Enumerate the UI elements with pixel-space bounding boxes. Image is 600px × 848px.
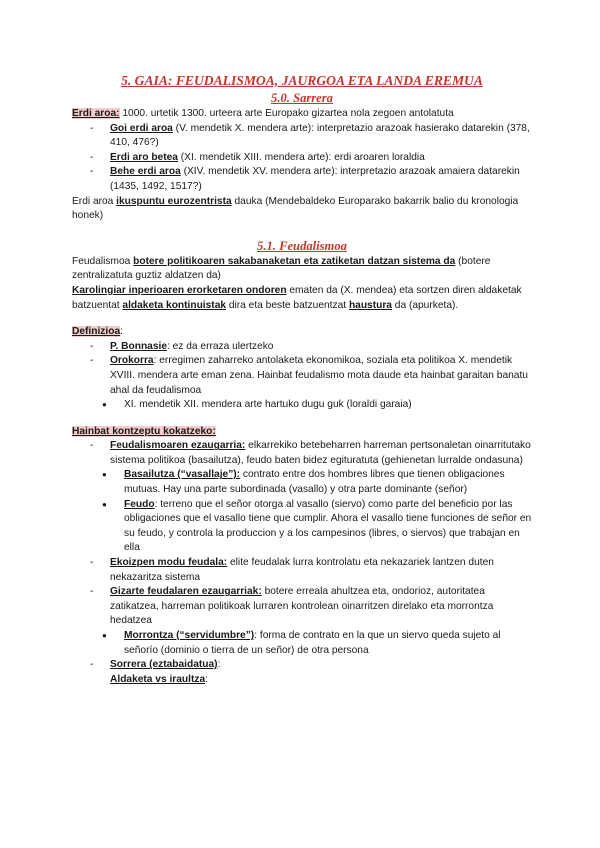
concept-text: elkarrekiko betebeharren harreman pertsonaletan oinarritutako sistema politikoa (basailutza), feudo baten bidez egituratuta (gehienetan lurralde ondasuna) xyxy=(110,440,531,466)
concept-sub-text: : forma de contrato en la que un siervo queda sujeto al señorío (dominio o tierra de un señor) de otra persona xyxy=(124,630,501,656)
list-item xyxy=(72,629,532,658)
paragraph-text: Feudalismoa xyxy=(72,255,134,267)
note-text: Erdi aroa xyxy=(72,195,117,207)
paragraph-emphasis: Karolingiar inperioaren erorketaren ondoren xyxy=(72,284,287,296)
paragraph-text: ematen da (X. mendea) eta sortzen diren aldaketak batzuentat xyxy=(72,284,522,311)
note-emphasis: ikuspuntu eurozentrista xyxy=(116,195,232,207)
period-label: Erdi aro betea xyxy=(110,151,178,163)
list-item xyxy=(72,439,532,556)
section-heading-feudalismoa: 5.1. Feudalismoa xyxy=(257,238,347,253)
period-text: (XI. mendetik XIII. mendera arte): erdi aroaren loraldia xyxy=(177,151,425,163)
erdi-aroa-label: Erdi aroa: xyxy=(72,108,120,119)
concept-sub-label: Feudo xyxy=(124,498,155,510)
concept-label: Aldaketa vs iraultza xyxy=(110,673,206,685)
list-item xyxy=(72,354,532,412)
erdi-aroa-paragraph xyxy=(72,107,532,122)
paragraph-emphasis: haustura xyxy=(348,299,392,311)
period-label: Behe erdi aroa xyxy=(110,166,181,178)
concept-label: Ekoizpen modu feudala: xyxy=(110,557,228,569)
concept-sub-label: Morrontza (“servidumbre”) xyxy=(124,630,255,641)
kontzeptu-heading xyxy=(72,425,532,440)
list-item xyxy=(72,658,532,687)
period-text: (XIV. mendetik XV. mendera arte): interpretazio arazoak amaiera datarekin (1435, 1492, 1517?) xyxy=(110,166,520,192)
concept-colon: : xyxy=(217,659,221,671)
definizioa-sublist xyxy=(72,398,532,413)
list-item xyxy=(72,340,532,355)
list-item xyxy=(72,585,532,658)
list-item xyxy=(72,398,532,413)
concept-sub-label: Basailutza (“vasallaje”): xyxy=(124,469,241,481)
definizioa-colon: : xyxy=(120,326,123,338)
karolingiar-paragraph xyxy=(72,284,532,313)
kontzeptu-list xyxy=(72,439,532,687)
definizioa-label: Definizioa xyxy=(72,326,121,338)
page-title: 5. GAIA: FEUDALISMOA, JAURGOA ETA LANDA EREMUA xyxy=(121,73,483,88)
list-item xyxy=(72,556,532,585)
concept-colon: : xyxy=(205,673,208,685)
list-item xyxy=(72,468,532,497)
concept-label: Feudalismoaren ezaugarria: xyxy=(110,440,246,452)
paragraph-emphasis: botere politikoaren sakabanaketan eta zatiketan datzan sistema da xyxy=(133,255,456,267)
paragraph-text: da (apurketa). xyxy=(391,299,459,311)
definizioa-list xyxy=(72,340,532,413)
concept-sub-text: contrato entre dos hombres libres que tienen obligaciones mutuas. Hay una parte subordinada (vasallo) y otra parte dominante (señor) xyxy=(124,469,505,496)
concept-sublist xyxy=(72,468,532,556)
list-item xyxy=(72,165,532,194)
definition-label: P. Bonnasie xyxy=(110,340,167,352)
erdi-aroa-text: 1000. urtetik 1300. urteera arte Europako gizartea nola zegoen antolatuta xyxy=(119,108,454,119)
list-item xyxy=(72,151,532,166)
concept-text: botere erreala ahultzea eta, ondorioz, autoritatea zatikatzea, harreman politikoak lurraren kontrolean oinarritzen direlako eta morrontza hedatzea xyxy=(110,586,494,627)
concept-label: Gizarte feudalaren ezaugarriak: xyxy=(110,586,262,598)
definition-text: : ez da erraza ulertzeko xyxy=(167,340,274,352)
concept-label: Sorrera (eztabaidatua) xyxy=(110,659,218,671)
period-label: Goi erdi aroa xyxy=(110,122,173,134)
definition-text: : erregimen zaharreko antolaketa ekonomikoa, soziala eta politikoa X. mendetik XVIII. mendera arte eman zena. Hainbat feudalismo mota daude eta hainbat garaitan banatu ahal da feudalismoa xyxy=(110,355,528,396)
section-heading-sarrera: 5.0. Sarrera xyxy=(271,91,333,105)
definizioa-heading xyxy=(72,325,532,340)
sub-item-text: XI. mendetik XII. mendera arte hartuko dugu guk (loraldi garaia) xyxy=(124,399,412,411)
note-text: dauka (Mendebaldeko Europarako bakarrik balio du kronologia honek) xyxy=(72,195,519,222)
list-item xyxy=(72,498,532,556)
paragraph-text: (botere zentralizatuta guztiz aldatzen da) xyxy=(72,255,491,282)
document-content xyxy=(72,72,532,687)
definition-label: Orokorra xyxy=(110,355,154,367)
period-text: (V. mendetik X. mendera arte): interpretazio arazoak hasierako datarekin (378, 410, 476?) xyxy=(110,122,530,149)
feudalismo-definition-paragraph xyxy=(72,255,532,284)
eurozentrista-note xyxy=(72,195,532,224)
concept-sublist xyxy=(72,629,532,658)
paragraph-text: dira eta beste batzuentzat xyxy=(226,299,349,311)
concept-text: elite feudalak lurra kontrolatu eta nekazariek lantzen duten nekazaritza sistema xyxy=(110,557,494,583)
concept-sub-text: : terreno que el señor otorga al vasallo (siervo) como parte del beneficio por las obligaciones que el vasallo tiene que cumplir. Ahora el vasallo tiene funciones de señor en su feudo, y controla la produccion y a los campesinos (libres, o siervos) que trabajan en ella xyxy=(124,498,532,554)
paragraph-emphasis: aldaketa kontinuistak xyxy=(122,299,227,311)
kontzeptu-label: Hainbat kontzeptu kokatzeko: xyxy=(72,425,216,437)
list-item xyxy=(72,122,532,151)
erdi-aroa-periods-list xyxy=(72,122,532,195)
